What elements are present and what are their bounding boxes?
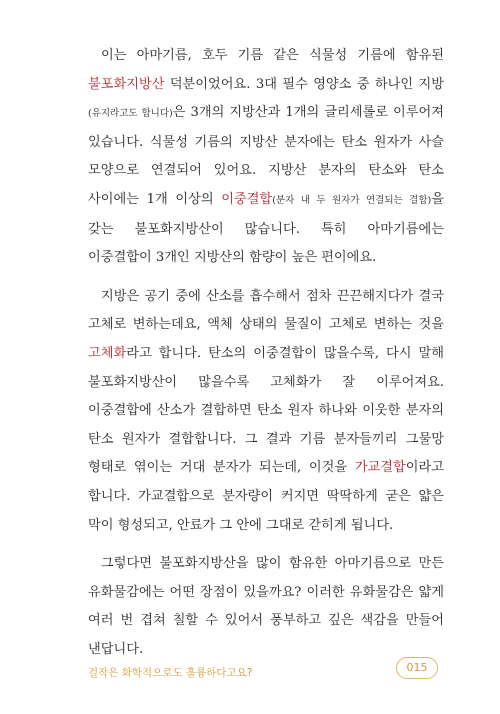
body-paragraph [88,283,444,540]
paragraph-text: 을 갖는 불포화지방산이 많습니다. 특히 아마기름에는 이중결합이 3개인 지방산의 함량이 높은 편이에요. [88,191,444,266]
paragraph-text: 이는 아마기름, 호두 기름 같은 식물성 기름에 함유된 [101,48,444,63]
paragraph-text: 라고 합니다. 탄소의 이중결합이 많을수록, 다시 말해 불포화지방산이 많을수록 고체화가 잘 이루어져요. 이중결합에 산소가 결합하면 탄소 원자 하나와 이웃한 분자의 탄소 원자가 결합합니다. 그 결과 기름 분자들끼리 그물망 형태로 엮이는 거대 분자가 되는데, 이것을 [88,345,444,476]
paragraph-text: 덕분이었어요. 3대 필수 영양소 중 하나인 지방 [164,76,444,92]
page-number: 015 [396,657,438,679]
page-body [88,42,444,674]
paragraph-text: 지방은 공기 중에 산소를 흡수해서 점차 끈끈해지다가 결국 고체로 변하는데요, 액체 상태의 물질이 고체로 변하는 것을 [88,288,444,333]
key-term: 고체화 [88,345,127,361]
paragraph-text: 은 3개의 지방산과 1개의 글리세롤로 이루어져 있습니다. 식물성 기름의 지방산 분자에는 탄소 원자가 사슬 모양으로 연결되어 있어요. 지방산 분자의 탄소와 탄소 사이에는 1개 이상의 [88,105,444,207]
key-term: 이중결합 [221,191,273,207]
paragraph-text: 그렇다면 불포화지방산을 많이 함유한 아마기름으로 만든 유화물감에는 어떤 장점이 있을까요? 이러한 유화물감은 얇게 여러 번 겹쳐 칠할 수 있어서 풍부하고 깊은 색감을 만들어 낸답니다. [88,556,444,657]
body-paragraph [88,42,444,273]
paragraph-text: 이라고 합니다. 가교결합으로 분자량이 커지면 딱딱하게 굳은 얇은 막이 형성되고, 안료가 그 안에 그대로 갇히게 됩니다. [88,460,444,533]
key-term: 가교결합 [354,460,406,476]
parenthetical-note: (분자 내 두 원자가 연결되는 결합) [272,194,432,206]
running-footer-title: 걸작은 화학적으로도 훌륭하다고요? [88,667,253,679]
parenthetical-note: (유지라고도 합니다) [88,108,173,120]
body-paragraph [88,550,444,664]
key-term: 불포화지방산 [88,76,165,92]
